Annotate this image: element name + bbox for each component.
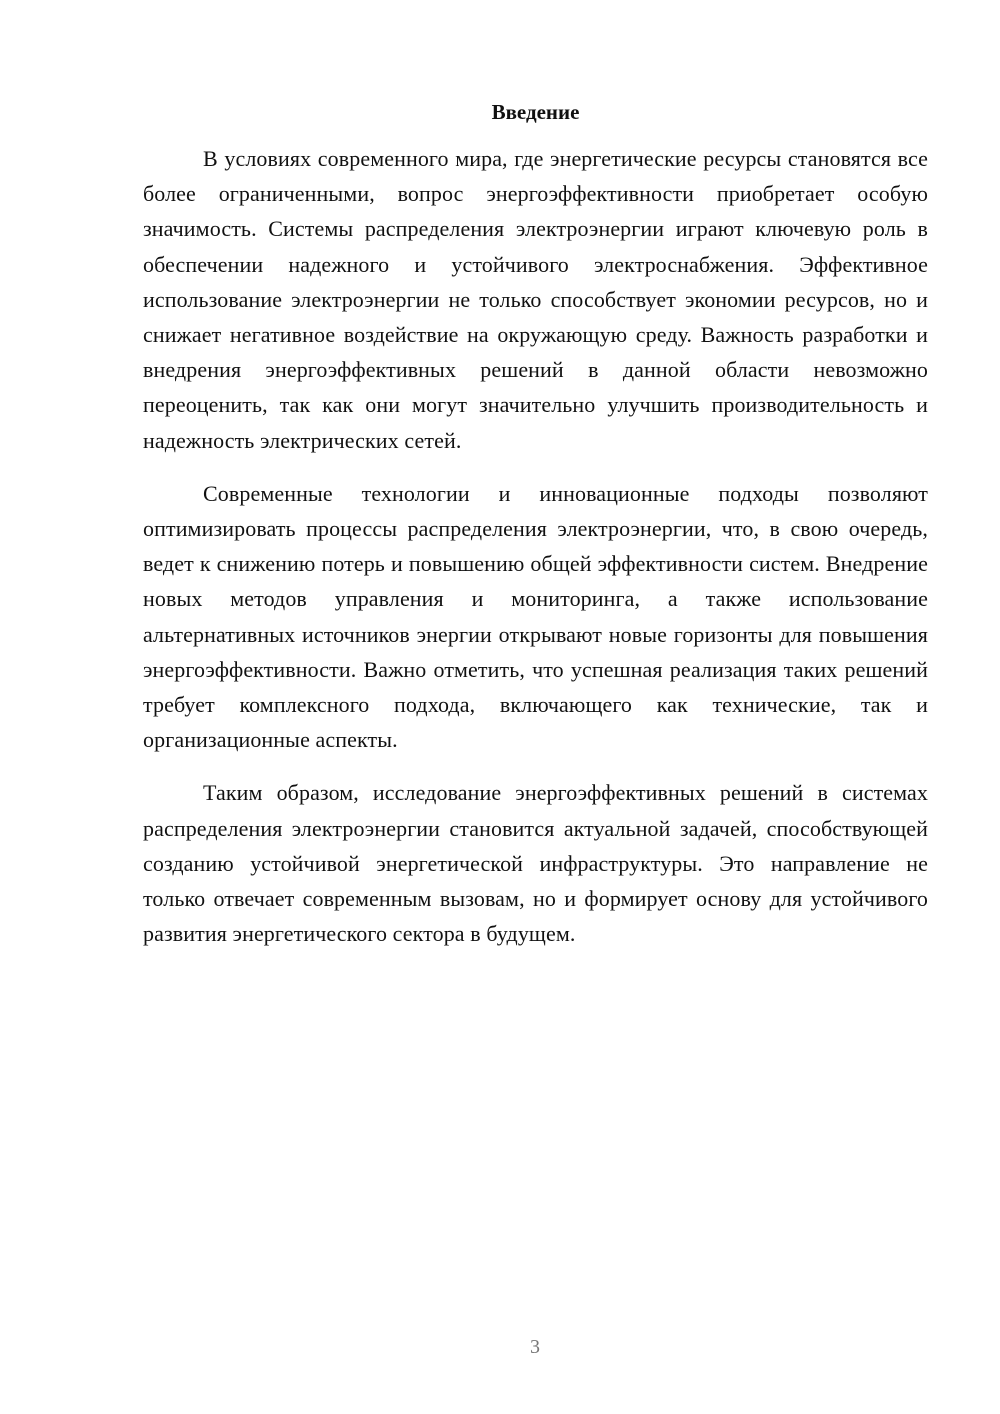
body-text [143, 141, 928, 969]
section-heading: Введение [491, 100, 580, 124]
paragraph-3: Таким образом, исследование энергоэффективных решений в системах распределения электроэнергии становится актуальной задачей, способствующей созданию устойчивой энергетической инфраструктуры. Это направление не только отвечает современным вызовам, но и формирует основу для устойчивого развития энергетического сектора в будущем. [143, 780, 928, 947]
paragraph-1: В условиях современного мира, где энергетические ресурсы становятся все более ограниченными, вопрос энергоэффективности приобретает особую значимость. Системы распределения электроэнергии играют ключевую роль в обеспечении надежного и устойчивого электроснабжения. Эффективное использование электроэнергии не только способствует экономии ресурсов, но и снижает негативное воздействие на окружающую среду. Важность разработки и внедрения энергоэффективных решений в данной области невозможно переоценить, так как они могут значительно улучшить производительность и надежность электрических сетей. [143, 146, 928, 453]
paragraph-2: Современные технологии и инновационные подходы позволяют оптимизировать процессы распределения электроэнергии, что, в свою очередь, ведет к снижению потерь и повышению общей эффективности систем. Внедрение новых методов управления и мониторинга, а также использование альтернативных источников энергии открывают новые горизонты для повышения энергоэффективности. Важно отметить, что успешная реализация таких решений требует комплексного подхода, включающего как технические, так и организационные аспекты. [143, 480, 928, 753]
page-number: 3 [530, 1336, 540, 1358]
